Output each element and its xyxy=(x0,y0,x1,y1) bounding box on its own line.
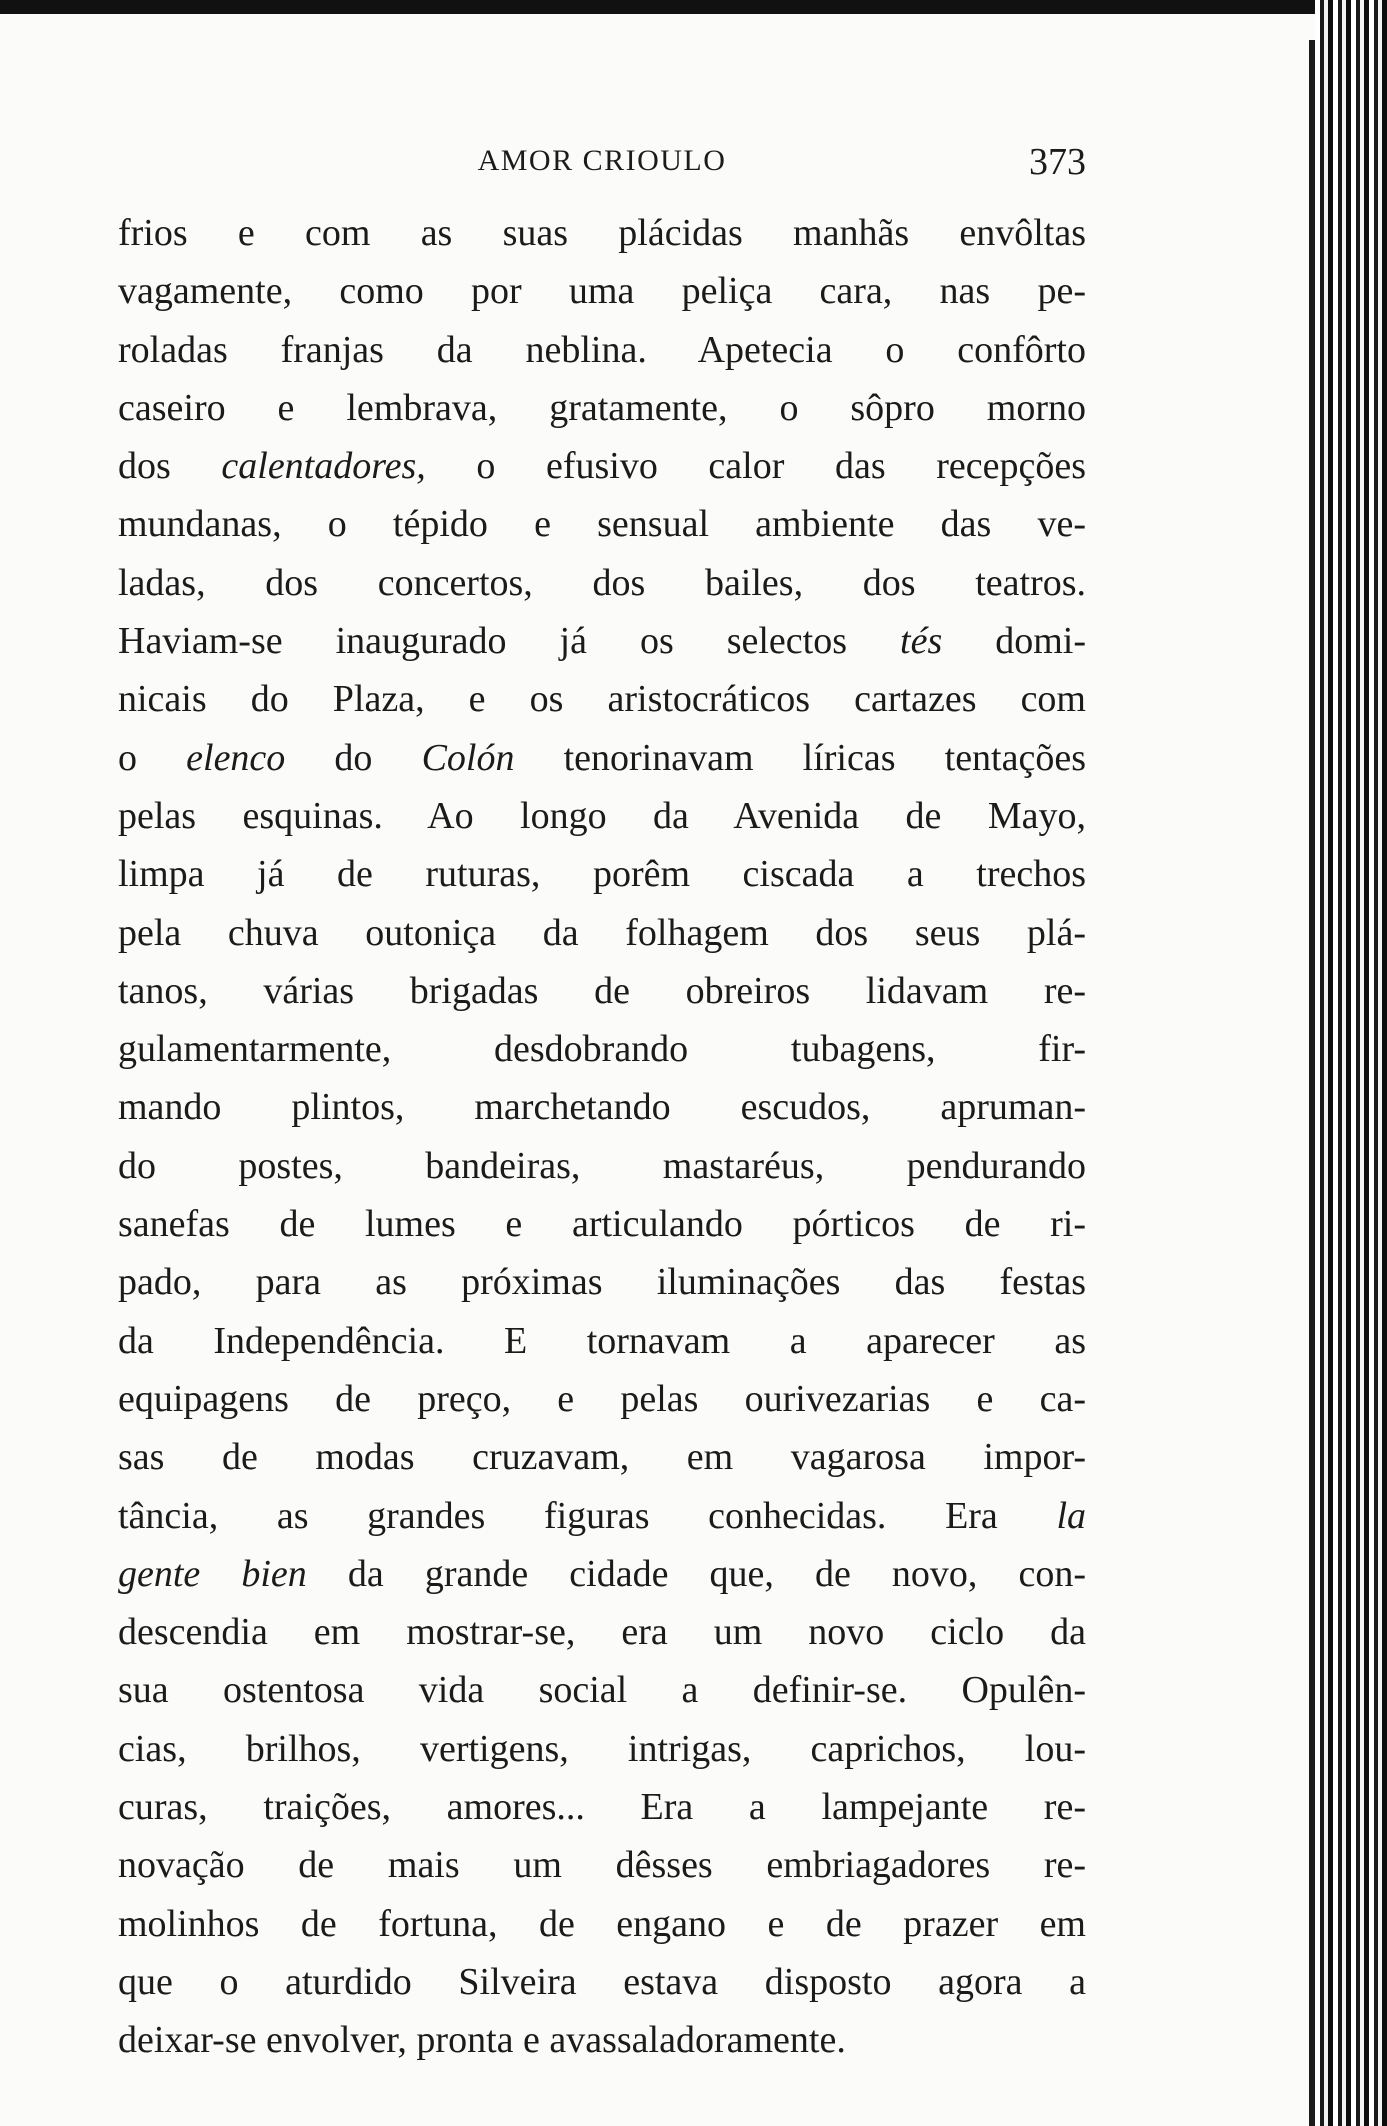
text-line xyxy=(118,1661,1086,1719)
text-line xyxy=(118,2011,1086,2069)
text-segment: caseiro e lembrava, gratamente, o sôpro morno xyxy=(118,386,1086,429)
text-line xyxy=(118,1778,1086,1836)
text-segment: da grande cidade que, de novo, con- xyxy=(306,1552,1086,1595)
scan-top-edge xyxy=(0,0,1387,14)
text-segment: domi- xyxy=(942,620,1086,663)
text-segment: da Independência. E tornavam a aparecer as xyxy=(118,1319,1086,1362)
text-segment: descendia em mostrar-se, era um novo ciclo da xyxy=(118,1611,1086,1654)
text-segment: ladas, dos concertos, dos bailes, dos teatros. xyxy=(118,561,1086,604)
text-segment: mando plintos, marchetando escudos, apruman- xyxy=(118,1086,1086,1129)
text-line xyxy=(118,554,1086,612)
text-segment: mundanas, o tépido e sensual ambiente das ve- xyxy=(118,503,1086,546)
book-page xyxy=(118,130,1086,2070)
book-binding-edge xyxy=(1315,0,1387,2126)
text-segment: sanefas de lumes e articulando pórticos de ri- xyxy=(118,1203,1086,1246)
text-line xyxy=(118,1487,1086,1545)
page-number: 373 xyxy=(1029,141,1086,183)
text-segment: do postes, bandeiras, mastaréus, pendurando xyxy=(118,1144,1086,1187)
italic-text: elenco xyxy=(186,736,286,779)
text-line xyxy=(118,1137,1086,1195)
text-line xyxy=(118,729,1086,787)
text-segment: nicais do Plaza, e os aristocráticos cartazes com xyxy=(118,678,1086,721)
text-segment: novação de mais um dêsses embriagadores re- xyxy=(118,1844,1086,1887)
text-line xyxy=(118,321,1086,379)
italic-text: Colón xyxy=(421,736,515,779)
text-line xyxy=(118,495,1086,553)
text-line xyxy=(118,612,1086,670)
text-segment: gulamentarmente, desdobrando tubagens, fir- xyxy=(118,1028,1086,1071)
text-segment: pela chuva outoniça da folhagem dos seus plá- xyxy=(118,911,1086,954)
text-segment: o efusivo calor das recepções xyxy=(425,445,1086,488)
text-segment: tenorinavam líricas tentações xyxy=(514,736,1087,779)
body-text xyxy=(118,204,1086,2070)
italic-text: la xyxy=(1056,1494,1086,1537)
text-line xyxy=(118,787,1086,845)
text-line xyxy=(118,1953,1086,2011)
running-header-title: AMOR CRIOULO xyxy=(477,144,727,177)
text-line xyxy=(118,1545,1086,1603)
text-segment: do xyxy=(285,736,422,779)
text-line xyxy=(118,1078,1086,1136)
italic-text: tés xyxy=(900,620,943,663)
text-line xyxy=(118,379,1086,437)
text-segment: frios e com as suas plácidas manhãs envôltas xyxy=(118,212,1086,254)
italic-text: calentadores, xyxy=(221,445,426,488)
text-segment: molinhos de fortuna, de engano e de prazer em xyxy=(118,1902,1086,1945)
text-line xyxy=(118,1428,1086,1486)
running-header xyxy=(118,130,1086,183)
text-line xyxy=(118,1195,1086,1253)
text-line xyxy=(118,437,1086,495)
text-line xyxy=(118,1020,1086,1078)
text-line xyxy=(118,1836,1086,1894)
text-line xyxy=(118,1253,1086,1311)
text-segment: pado, para as próximas iluminações das festas xyxy=(118,1261,1086,1304)
text-segment: limpa já de ruturas, porêm ciscada a trechos xyxy=(118,853,1086,896)
text-line xyxy=(118,1370,1086,1428)
text-segment: sua ostentosa vida social a definir-se. Opulên- xyxy=(118,1669,1086,1712)
text-segment: cias, brilhos, vertigens, intrigas, caprichos, lou- xyxy=(118,1727,1086,1770)
text-line xyxy=(118,1895,1086,1953)
text-line xyxy=(118,1312,1086,1370)
text-segment: o xyxy=(118,736,187,779)
text-line xyxy=(118,670,1086,728)
text-line xyxy=(118,962,1086,1020)
text-segment: equipagens de preço, e pelas ourivezarias e ca- xyxy=(118,1377,1086,1420)
text-line xyxy=(118,1720,1086,1778)
text-segment: que o aturdido Silveira estava disposto agora a xyxy=(118,1960,1086,2003)
text-line xyxy=(118,204,1086,262)
text-segment: tanos, várias brigadas de obreiros lidavam re- xyxy=(118,969,1086,1012)
text-line xyxy=(118,262,1086,320)
text-segment: curas, traições, amores... Era a lampejante re- xyxy=(118,1786,1086,1829)
text-segment: deixar-se envolver, pronta e avassaladoramente. xyxy=(118,2019,846,2062)
text-line xyxy=(118,904,1086,962)
italic-text: gente bien xyxy=(118,1552,307,1595)
text-line xyxy=(118,845,1086,903)
text-line xyxy=(118,1603,1086,1661)
text-segment: Haviam-se inaugurado já os selectos xyxy=(118,620,901,663)
text-segment: dos xyxy=(118,445,222,488)
text-segment: vagamente, como por uma peliça cara, nas pe- xyxy=(118,270,1086,313)
text-segment: sas de modas cruzavam, em vagarosa impor- xyxy=(118,1436,1086,1479)
text-segment: roladas franjas da neblina. Apetecia o confôrto xyxy=(118,328,1086,371)
text-segment: pelas esquinas. Ao longo da Avenida de Mayo, xyxy=(118,794,1086,837)
text-segment: tância, as grandes figuras conhecidas. Era xyxy=(118,1494,1057,1537)
